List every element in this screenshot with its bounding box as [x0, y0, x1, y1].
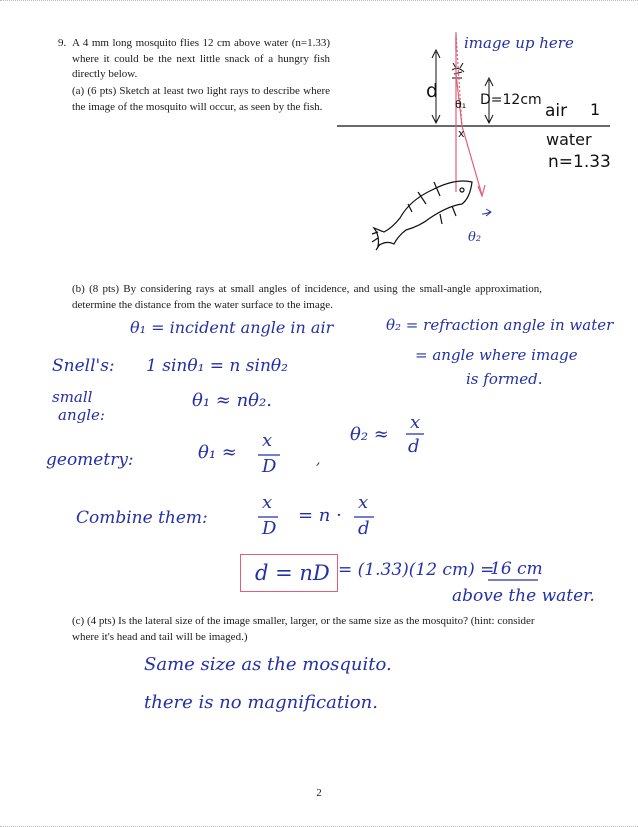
geometry-theta1: θ₁ ≈	[198, 442, 237, 463]
answer-c-line-1: Same size as the mosquito.	[144, 654, 392, 675]
geometry-x-1: x	[262, 430, 273, 451]
geometry-x-2: x	[410, 412, 421, 433]
geometry-label: geometry:	[46, 450, 134, 470]
combine-x-2: x	[358, 492, 369, 513]
theta1-definition: θ₁ = incident angle in air	[130, 318, 334, 337]
label-D: D=12cm	[480, 92, 542, 108]
label-n: n=1.33	[548, 152, 611, 172]
snell-label: Snell's:	[52, 356, 115, 376]
combine-D: D	[262, 518, 277, 539]
small-angle-equation: θ₁ ≈ nθ₂.	[192, 390, 272, 411]
result-calculation: = (1.33)(12 cm) =	[338, 560, 495, 580]
result-box	[240, 554, 338, 592]
small-angle-label-2: angle:	[58, 406, 105, 424]
image-note: image up here	[464, 34, 574, 52]
label-x: x	[458, 127, 465, 140]
page-number: 2	[316, 787, 322, 799]
geometry-D: D	[262, 456, 277, 477]
part-c-text: (c) (4 pts) Is the lateral size of the image smaller, larger, or the same size as the mosquito? (hint: consider where it's head and tail will be imaged.)	[72, 615, 535, 643]
snell-equation: 1 sinθ₁ = n sinθ₂	[146, 356, 288, 376]
problem-statement: A 4 mm long mosquito flies 12 cm above water (n=1.33) where it could be the next little snack of a hungry fish directly below.	[72, 37, 330, 80]
result-formula: d = nD	[255, 561, 330, 585]
label-air: air	[545, 101, 568, 121]
theta2-definition-1: θ₂ = refraction angle in water	[386, 316, 614, 334]
label-theta2: θ₂	[468, 230, 482, 245]
combine-equals-n: = n ·	[298, 505, 342, 526]
theta2-definition-2: = angle where image	[415, 346, 578, 364]
label-water: water	[546, 130, 592, 149]
theta2-definition-3: is formed.	[466, 370, 543, 388]
combine-label: Combine them:	[76, 508, 208, 528]
light-rays	[456, 32, 485, 196]
combine-x-1: x	[262, 492, 273, 513]
label-d: d	[426, 80, 439, 102]
small-angle-label-1: small	[52, 388, 93, 406]
part-b-text: (b) (8 pts) By considering rays at small angles of incidence, and using the small-angle approximation, determine the distance from the water surface to the image.	[72, 283, 542, 311]
answer-c-line-2: there is no magnification.	[144, 692, 378, 713]
geometry-d: d	[408, 436, 420, 457]
geometry-comma: ,	[316, 452, 321, 468]
result-note: above the water.	[452, 586, 595, 606]
geometry-theta2: θ₂ ≈	[350, 424, 389, 445]
problem-number: 9.	[58, 37, 67, 49]
combine-d: d	[358, 518, 370, 539]
label-theta1: θ₁	[455, 98, 467, 111]
part-a-text: (a) (6 pts) Sketch at least two light rays to describe where the image of the mosquito will occur, as seen by the fish.	[72, 85, 330, 113]
fish-drawing	[372, 181, 472, 250]
result-value: 16 cm	[490, 559, 543, 579]
label-one: 1	[590, 100, 601, 119]
